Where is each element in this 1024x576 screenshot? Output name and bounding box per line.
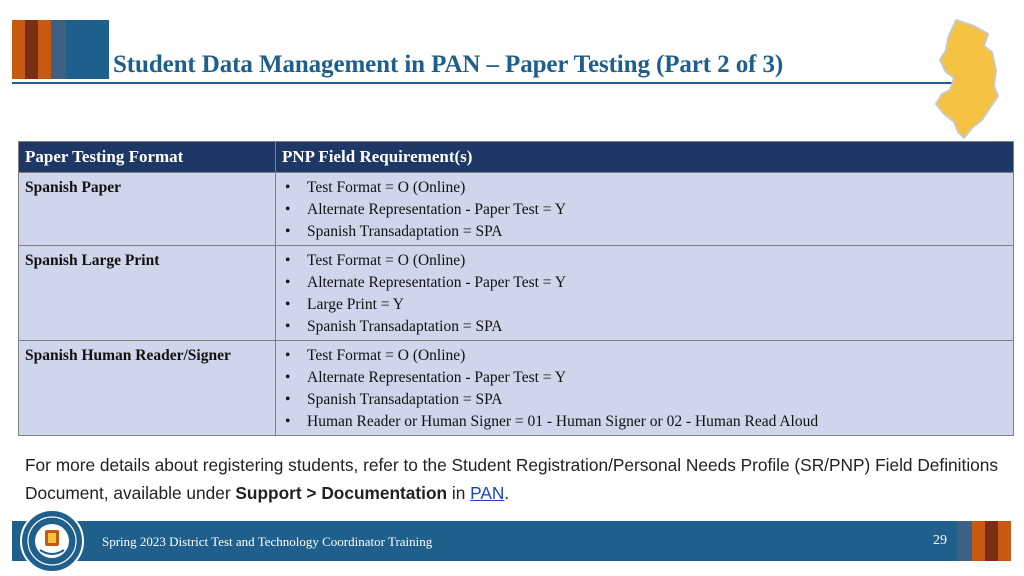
note-bold-path: Support > Documentation xyxy=(235,483,448,503)
format-cell: Spanish Large Print xyxy=(19,246,276,341)
note-text: in xyxy=(447,483,471,503)
list-item: • Alternate Representation - Paper Test = Y xyxy=(282,199,1007,221)
requirements-cell xyxy=(276,173,1014,246)
list-item: • Spanish Transadaptation = SPA xyxy=(282,316,1007,338)
note-text: . xyxy=(504,483,510,503)
footer-text: Spring 2023 District Test and Technology Coordinator Training xyxy=(102,534,433,549)
nj-department-of-education-seal-icon xyxy=(12,508,86,574)
list-item: • Spanish Transadaptation = SPA xyxy=(282,221,1007,243)
table-row xyxy=(19,173,1014,246)
note-text: For more details about registering students, refer to the Student Registration/Personal Needs Profile (SR/PNP) Field Definitions Document, available under xyxy=(25,455,999,503)
documentation-note xyxy=(25,451,1010,507)
title-underline xyxy=(12,82,970,84)
table-header-row xyxy=(19,142,1014,173)
list-item: • Test Format = O (Online) xyxy=(282,250,1007,272)
page-title: Student Data Management in PAN – Paper Testing (Part 2 of 3) xyxy=(113,51,784,78)
list-item: • Human Reader or Human Signer = 01 - Human Signer or 02 - Human Read Aloud xyxy=(282,411,1007,433)
list-item: • Test Format = O (Online) xyxy=(282,345,1007,367)
list-item: • Alternate Representation - Paper Test = Y xyxy=(282,272,1007,294)
footer-bar xyxy=(12,521,957,561)
requirements-cell xyxy=(276,246,1014,341)
list-item: • Spanish Transadaptation = SPA xyxy=(282,389,1007,411)
footer-stripes xyxy=(957,521,1011,561)
pnp-requirements-table xyxy=(18,141,1014,436)
header-stripes xyxy=(12,20,109,79)
list-item: • Alternate Representation - Paper Test = Y xyxy=(282,367,1007,389)
column-header-format: Paper Testing Format xyxy=(19,142,276,173)
table-row xyxy=(19,341,1014,436)
column-header-requirements: PNP Field Requirement(s) xyxy=(276,142,1014,173)
format-cell: Spanish Paper xyxy=(19,173,276,246)
nj-state-outline-icon xyxy=(926,16,1006,140)
table-row xyxy=(19,246,1014,341)
list-item: • Test Format = O (Online) xyxy=(282,177,1007,199)
list-item: • Large Print = Y xyxy=(282,294,1007,316)
pan-link[interactable]: PAN xyxy=(470,483,505,503)
page-number: 29 xyxy=(933,533,947,548)
requirements-cell xyxy=(276,341,1014,436)
format-cell: Spanish Human Reader/Signer xyxy=(19,341,276,436)
